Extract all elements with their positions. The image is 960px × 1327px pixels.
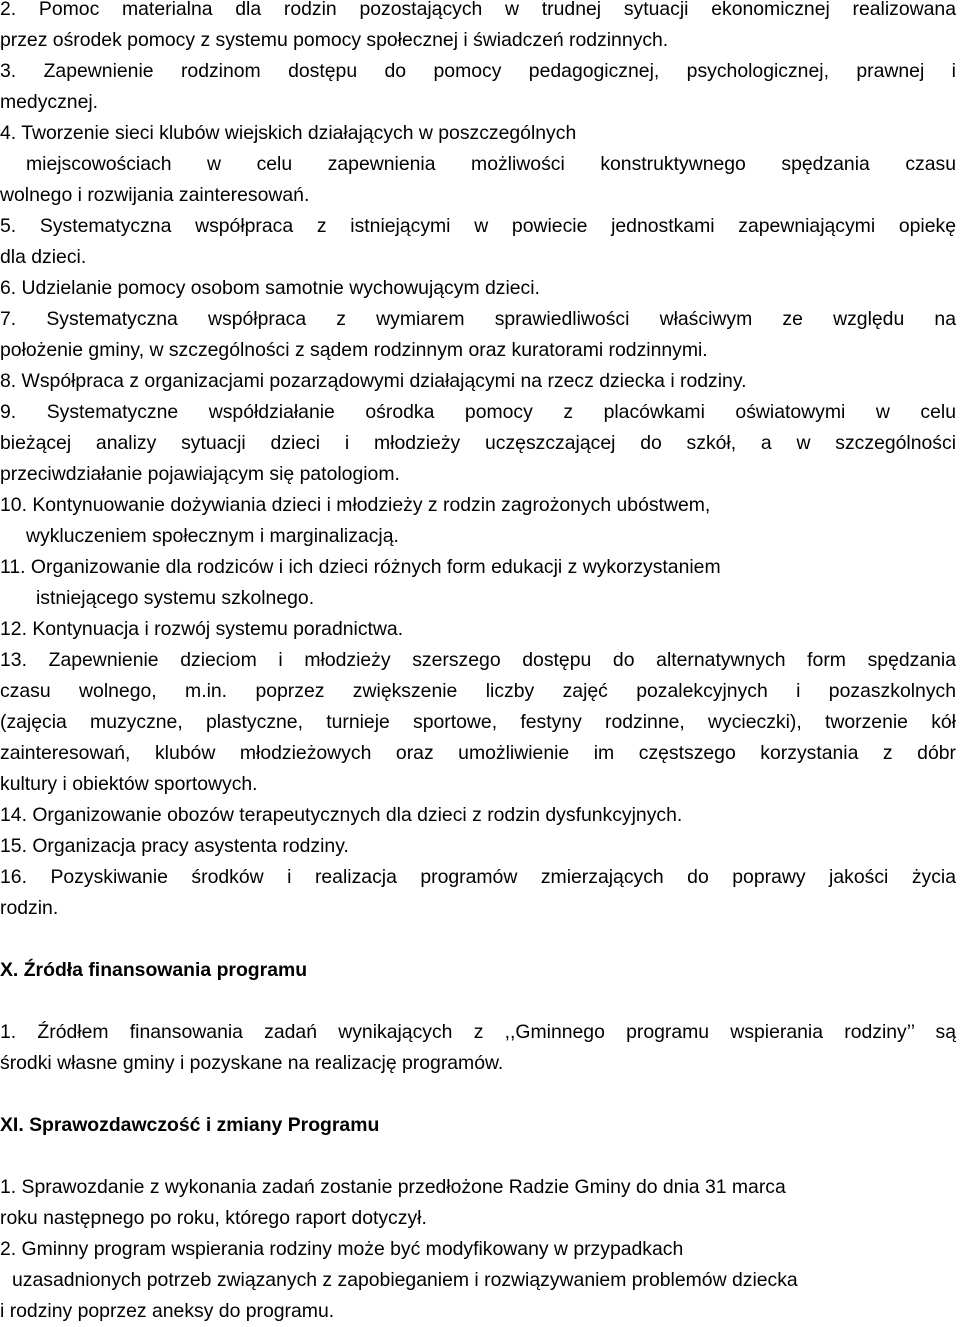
text-line: czasu wolnego, m.in. poprzez zwiększenie liczby zajęć pozalekcyjnych i pozaszkolnych	[0, 680, 956, 702]
text-line: 1. Sprawozdanie z wykonania zadań zostanie przedłożone Radzie Gminy do dnia 31 marca	[0, 1176, 786, 1198]
text-line: kultury i obiektów sportowych.	[0, 773, 258, 795]
text-line: 1. Źródłem finansowania zadań wynikających z ,,Gminnego programu wspierania rodziny’’ są	[0, 1021, 956, 1043]
text-line: zainteresowań, klubów młodzieżowych oraz umożliwienie im częstszego korzystania z dóbr	[0, 742, 956, 764]
text-line: 11. Organizowanie dla rodziców i ich dzieci różnych form edukacji z wykorzystaniem	[0, 556, 721, 578]
text-line: przez ośrodek pomocy z systemu pomocy społecznej i świadczeń rodzinnych.	[0, 29, 669, 51]
text-line: 16. Pozyskiwanie środków i realizacja programów zmierzających do poprawy jakości życia	[0, 866, 956, 888]
reporting-paragraph-1	[0, 1172, 956, 1234]
text-line: 2. Gminny program wspierania rodziny może być modyfikowany w przypadkach	[0, 1238, 684, 1260]
text-line: roku następnego po roku, którego raport dotyczył.	[0, 1207, 427, 1229]
spacer	[0, 1141, 956, 1172]
list-item-4	[0, 118, 956, 211]
text-line: uzasadnionych potrzeb związanych z zapobieganiem i rozwiązywaniem problemów dziecka	[12, 1269, 798, 1291]
text-line: istniejącego systemu szkolnego.	[36, 587, 315, 609]
text-line: 8. Współpraca z organizacjami pozarządowymi działającymi na rzecz dziecka i rodziny.	[0, 370, 747, 392]
list-item-11	[0, 552, 956, 614]
text-line: 4. Tworzenie sieci klubów wiejskich działających w poszczególnych	[0, 122, 577, 144]
text-line: 7. Systematyczna współpraca z wymiarem sprawiedliwości właściwym ze względu na	[0, 308, 956, 330]
text-line: 6. Udzielanie pomocy osobom samotnie wychowującym dzieci.	[0, 277, 540, 299]
list-item-3	[0, 56, 956, 118]
text-line: 10. Kontynuowanie dożywiania dzieci i młodzieży z rodzin zagrożonych ubóstwem,	[0, 494, 711, 516]
text-line: 15. Organizacja pracy asystenta rodziny.	[0, 835, 349, 857]
text-line: środki własne gminy i pozyskane na realizację programów.	[0, 1052, 504, 1074]
section-heading-reporting: XI. Sprawozdawczość i zmiany Programu	[0, 1114, 380, 1136]
list-item-5	[0, 211, 956, 273]
spacer	[0, 986, 956, 1017]
reporting-paragraph-2	[0, 1234, 956, 1327]
list-item-10	[0, 490, 956, 552]
financing-paragraph-1	[0, 1017, 956, 1079]
text-line: 12. Kontynuacja i rozwój systemu poradnictwa.	[0, 618, 404, 640]
text-line: położenie gminy, w szczególności z sądem rodzinnym oraz kuratorami rodzinnymi.	[0, 339, 708, 361]
spacer	[0, 924, 956, 955]
text-line: wolnego i rozwijania zainteresowań.	[0, 184, 310, 206]
text-line: medycznej.	[0, 91, 99, 113]
section-heading-financing: X. Źródła finansowania programu	[0, 959, 308, 981]
spacer	[0, 1079, 956, 1110]
text-line: dla dzieci.	[0, 246, 87, 268]
list-item-6	[0, 273, 956, 304]
text-line: 3. Zapewnienie rodzinom dostępu do pomocy pedagogicznej, psychologicznej, prawnej i	[0, 60, 956, 82]
text-line: miejscowościach w celu zapewnienia możliwości konstruktywnego spędzania czasu	[26, 153, 956, 175]
text-line: i rodziny poprzez aneksy do programu.	[0, 1300, 335, 1322]
list-item-12	[0, 614, 956, 645]
list-item-9	[0, 397, 956, 490]
text-line: 9. Systematyczne współdziałanie ośrodka pomocy z placówkami oświatowymi w celu	[0, 401, 956, 423]
text-line: (zajęcia muzyczne, plastyczne, turnieje sportowe, festyny rodzinne, wycieczki), tworzenie kół	[0, 711, 956, 733]
text-line: przeciwdziałanie pojawiającym się patologiom.	[0, 463, 400, 485]
list-item-2	[0, 0, 956, 56]
text-line: bieżącej analizy sytuacji dzieci i młodzieży uczęszczającej do szkół, a w szczególności	[0, 432, 956, 454]
list-item-15	[0, 831, 956, 862]
text-line: 5. Systematyczna współpraca z istniejącymi w powiecie jednostkami zapewniającymi opiekę	[0, 215, 956, 237]
list-item-16	[0, 862, 956, 924]
list-item-7	[0, 304, 956, 366]
text-line: 13. Zapewnienie dzieciom i młodzieży szerszego dostępu do alternatywnych form spędzania	[0, 649, 956, 671]
text-line: rodzin.	[0, 897, 59, 919]
list-item-8	[0, 366, 956, 397]
list-item-13	[0, 645, 956, 800]
text-line: 14. Organizowanie obozów terapeutycznych dla dzieci z rodzin dysfunkcyjnych.	[0, 804, 683, 826]
list-item-14	[0, 800, 956, 831]
text-line: wykluczeniem społecznym i marginalizacją.	[26, 525, 399, 547]
text-line: 2. Pomoc materialna dla rodzin pozostających w trudnej sytuacji ekonomicznej realizowana	[0, 0, 956, 20]
